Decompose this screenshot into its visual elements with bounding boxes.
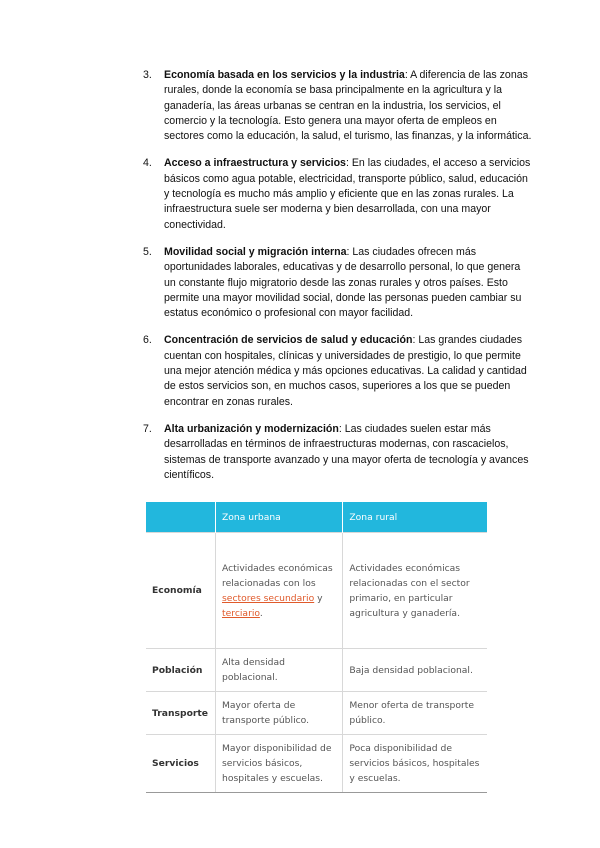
table-header-row <box>146 502 487 533</box>
item-number: 5. <box>143 245 152 258</box>
cell-urban <box>216 533 343 649</box>
row-label: Transporte <box>146 692 216 735</box>
cell-text: Actividades económicas relacionadas con los <box>222 562 333 589</box>
item-number: 7. <box>143 422 152 435</box>
cell-urban: Alta densidad poblacional. <box>216 649 343 692</box>
list-item <box>143 333 533 409</box>
header-rural: Zona rural <box>343 502 487 533</box>
numbered-list <box>143 68 533 495</box>
list-item <box>143 68 533 144</box>
cell-urban: Mayor disponibilidad de servicios básicos, hospitales y escuelas. <box>216 735 343 793</box>
terciario-link[interactable]: terciario <box>222 607 260 619</box>
cell-rural: Baja densidad poblacional. <box>343 649 487 692</box>
item-title: Alta urbanización y modernización <box>164 422 339 435</box>
item-title: Movilidad social y migración interna <box>164 245 347 258</box>
table-row <box>146 533 487 649</box>
item-text: : A diferencia de las zonas rurales, donde la economía se basa principalmente en la agricultura y la ganadería, las áreas urbanas se centran en la industria, los servicios, el comercio y la tecnología. Esto genera una mayor oferta de empleos en sectores como la educación, la salud, el turismo, las finanzas, y la informática. <box>164 69 532 143</box>
sectores-secundario-link[interactable]: sectores secundario <box>222 592 315 604</box>
item-text: : En las ciudades, el acceso a servicios básicos como agua potable, electricidad, transporte público, salud, educación y tecnología es mucho más amplio y eficiente que en las zonas rurales. La infraestructura suele ser moderna y bien desarrollada, con una mayor conectividad. <box>164 157 531 231</box>
table-row <box>146 735 487 793</box>
item-number: 3. <box>143 69 152 81</box>
header-empty-cell <box>146 502 216 533</box>
item-text: : Las ciudades suelen estar más desarrolladas en términos de infraestructuras modernas, con rascacielos, sistemas de transporte avanzado y una mayor oferta de tecnología y avances científicos. <box>164 422 529 481</box>
cell-urban: Mayor oferta de transporte público. <box>216 692 343 735</box>
table-row <box>146 649 487 692</box>
header-urban: Zona urbana <box>216 502 343 533</box>
list-item <box>143 245 533 321</box>
cell-text: y <box>314 592 323 604</box>
list-item <box>143 156 533 232</box>
item-title: Concentración de servicios de salud y educación <box>164 334 413 347</box>
list-item <box>143 422 533 483</box>
item-title: Acceso a infraestructura y servicios <box>164 157 346 170</box>
item-text: : Las ciudades ofrecen más oportunidades laborales, educativas y de desarrollo personal, lo que genera un constante flujo migratorio desde las zonas rurales y otros países. Esto permite una mayor movilidad social, donde las personas pueden cambiar su estatus económico o profesional con mayor facilidad. <box>164 245 522 320</box>
cell-rural: Menor oferta de transporte público. <box>343 692 487 735</box>
item-text: : Las grandes ciudades cuentan con hospitales, clínicas y universidades de prestigio, lo que permite una mejor atención médica y más opciones educativas. La calidad y cantidad de estos servicios son, en muchos casos, superiores a los que se pueden encontrar en zonas rurales. <box>164 334 527 408</box>
cell-rural: Actividades económicas relacionadas con el sector primario, en particular agricultura y ganadería. <box>343 533 487 649</box>
cell-rural: Poca disponibilidad de servicios básicos, hospitales y escuelas. <box>343 735 487 793</box>
row-label: Servicios <box>146 735 216 793</box>
item-number: 4. <box>143 157 152 170</box>
row-label: Economía <box>146 533 216 649</box>
table-row <box>146 692 487 735</box>
item-title: Economía basada en los servicios y la industria <box>164 69 405 81</box>
item-number: 6. <box>143 334 152 347</box>
cell-text: . <box>259 607 263 619</box>
row-label: Población <box>146 649 216 692</box>
comparison-table <box>146 502 487 793</box>
